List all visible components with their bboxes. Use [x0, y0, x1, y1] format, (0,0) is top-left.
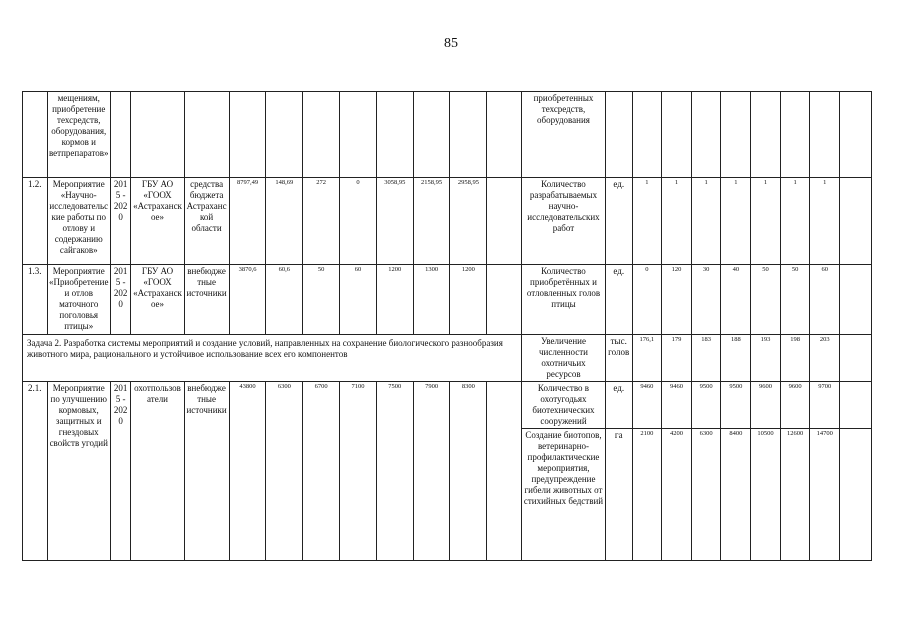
table-row: [23, 265, 872, 335]
indicator-value: [840, 429, 872, 561]
indicator-value: 4200: [662, 429, 692, 561]
indicator-name: Увеличение численности охотничьих ресурсов: [522, 335, 606, 382]
indicator-value: 1: [780, 178, 810, 265]
measure-name: мещениям, приобретение техсредств, оборудования, кормов и ветпрепаратов»: [47, 92, 110, 178]
indicator-value: [632, 92, 662, 178]
table-row: [23, 382, 872, 429]
funding-year: 50: [303, 265, 340, 335]
indicator-value: 60: [810, 265, 840, 335]
funding-source: внебюджетные источники: [184, 382, 229, 561]
executor: ГБУ АО «ГООХ «Астраханское»: [131, 178, 184, 265]
row-number: 1.3.: [23, 265, 48, 335]
indicator-value: [840, 382, 872, 429]
row-number: 2.1.: [23, 382, 48, 561]
indicator-value: [721, 92, 751, 178]
funding-total: 3870,6: [229, 265, 266, 335]
funding-year: 60,6: [266, 265, 303, 335]
indicator-name: Количество в охотугодьях биотехнических сооружений: [522, 382, 606, 429]
funding-year: [266, 92, 303, 178]
indicator-value: 9700: [810, 382, 840, 429]
indicator-value: 9500: [691, 382, 721, 429]
funding-year: 1200: [376, 265, 413, 335]
indicator-value: 30: [691, 265, 721, 335]
indicator-value: 8400: [721, 429, 751, 561]
unit: ед.: [605, 265, 632, 335]
indicator-value: 1: [751, 178, 781, 265]
funding-year: 60: [340, 265, 377, 335]
funding-year: 0: [340, 178, 377, 265]
table-row: [23, 335, 872, 382]
indicator-value: 198: [780, 335, 810, 382]
indicator-value: 179: [662, 335, 692, 382]
empty-cell: [487, 265, 522, 335]
measure-name: Мероприятие «Научно-исследовательские работы по отлову и содержанию сайгаков»: [47, 178, 110, 265]
indicator-value: 9460: [662, 382, 692, 429]
funding-year: 7900: [413, 382, 450, 561]
funding-year: 1300: [413, 265, 450, 335]
indicator-name: приобретенных техсредств, оборудования: [522, 92, 606, 178]
indicator-value: 0: [632, 265, 662, 335]
funding-total: 43800: [229, 382, 266, 561]
funding-year: 1200: [450, 265, 487, 335]
years: 2015 - 2020: [110, 178, 130, 265]
funding-year: 2958,95: [450, 178, 487, 265]
years: 2015 - 2020: [110, 382, 130, 561]
indicator-value: [751, 92, 781, 178]
indicator-value: 193: [751, 335, 781, 382]
indicator-value: 188: [721, 335, 751, 382]
funding-year: 2158,95: [413, 178, 450, 265]
indicator-value: 1: [662, 178, 692, 265]
indicator-value: [840, 265, 872, 335]
executor: ГБУ АО «ГООХ «Астраханское»: [131, 265, 184, 335]
indicator-value: 120: [662, 265, 692, 335]
funding-year: 6700: [303, 382, 340, 561]
indicator-value: 14700: [810, 429, 840, 561]
years: 2015 - 2020: [110, 265, 130, 335]
indicator-value: 9460: [632, 382, 662, 429]
indicator-value: 9600: [751, 382, 781, 429]
funding-year: 8300: [450, 382, 487, 561]
indicator-value: [662, 92, 692, 178]
indicator-value: 50: [780, 265, 810, 335]
unit: ед.: [605, 178, 632, 265]
indicator-value: 176,1: [632, 335, 662, 382]
funding-year: 272: [303, 178, 340, 265]
funding-source: внебюджетные источники: [184, 265, 229, 335]
indicator-value: [840, 335, 872, 382]
funding-year: 3058,95: [376, 178, 413, 265]
indicator-value: 183: [691, 335, 721, 382]
row-number: 1.2.: [23, 178, 48, 265]
funding-source: средства бюджета Астраханской области: [184, 178, 229, 265]
indicator-value: 1: [691, 178, 721, 265]
indicator-value: 203: [810, 335, 840, 382]
executor: охотпользователи: [131, 382, 184, 561]
table-row: [23, 92, 872, 178]
funding-year: [340, 92, 377, 178]
funding-year: 7500: [376, 382, 413, 561]
indicator-value: [840, 92, 872, 178]
funding-source: [184, 92, 229, 178]
indicator-value: [840, 178, 872, 265]
measure-name: Мероприятие по улучшению кормовых, защитных и гнездовых свойств угодий: [47, 382, 110, 561]
empty-cell: [487, 92, 522, 178]
funding-total: [229, 92, 266, 178]
funding-year: [450, 92, 487, 178]
program-table: [22, 91, 872, 561]
funding-year: [413, 92, 450, 178]
task-heading: Задача 2. Разработка системы мероприятий и создание условий, направленных на сохранение биологического разнообразия животного мира, рационального и устойчивое использование всех его компонентов: [23, 335, 522, 382]
indicator-value: [691, 92, 721, 178]
indicator-value: 10500: [751, 429, 781, 561]
funding-year: 6300: [266, 382, 303, 561]
indicator-value: [780, 92, 810, 178]
table-row: [23, 178, 872, 265]
indicator-value: 6300: [691, 429, 721, 561]
executor: [131, 92, 184, 178]
indicator-value: 2100: [632, 429, 662, 561]
funding-year: 7100: [340, 382, 377, 561]
unit: ед.: [605, 382, 632, 429]
measure-name: Мероприятие «Приобретение и отлов маточного поголовья птицы»: [47, 265, 110, 335]
indicator-value: 12600: [780, 429, 810, 561]
years: [110, 92, 130, 178]
funding-year: 148,69: [266, 178, 303, 265]
indicator-name: Создание биотопов, ветеринарно-профилактические мероприятия, предупреждение гибели животных от стихийных бедствий: [522, 429, 606, 561]
indicator-name: Количество разрабатываемых научно-исследовательских работ: [522, 178, 606, 265]
row-number: [23, 92, 48, 178]
unit: тыс. голов: [605, 335, 632, 382]
indicator-value: 1: [632, 178, 662, 265]
indicator-value: [810, 92, 840, 178]
indicator-value: 1: [810, 178, 840, 265]
indicator-value: 9500: [721, 382, 751, 429]
unit: [605, 92, 632, 178]
indicator-value: 9600: [780, 382, 810, 429]
page-number: 85: [444, 36, 458, 51]
empty-cell: [487, 178, 522, 265]
indicator-value: 1: [721, 178, 751, 265]
indicator-value: 50: [751, 265, 781, 335]
unit: га: [605, 429, 632, 561]
funding-year: [376, 92, 413, 178]
indicator-name: Количество приобретённых и отловленных голов птицы: [522, 265, 606, 335]
funding-total: 8797,49: [229, 178, 266, 265]
indicator-value: 40: [721, 265, 751, 335]
empty-cell: [487, 382, 522, 561]
funding-year: [303, 92, 340, 178]
